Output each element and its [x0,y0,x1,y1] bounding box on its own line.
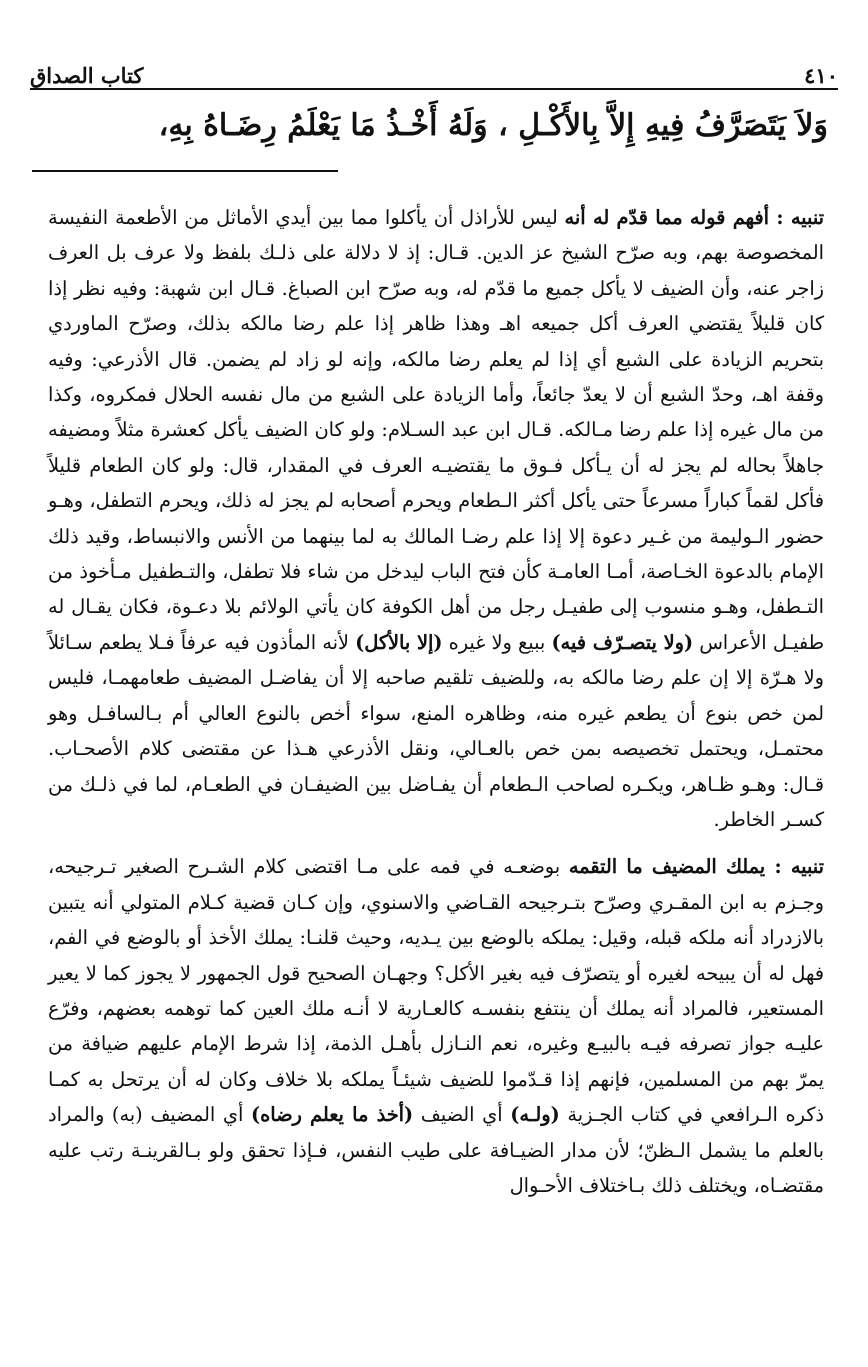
paragraph-lead: تنبيه : أفهم قوله مما قدّم له أنه [564,206,824,229]
matn-quote: (أخذ ما يعلم رضاه) [251,1103,414,1127]
matn-quote: (ولـه) [510,1103,560,1127]
paragraph-text: ببيع ولا غيره [442,630,552,654]
matn-text: وَلاَ يَتَصَرَّفُ فِيهِ إِلاَّ بِالأَكْـلِ ، وَلَهُ أَخْـذُ مَا يَعْلَمُ رِضَـاهُ بِهِ، [158,108,828,143]
paragraph-lead: تنبيه : يملك المضيف ما التقمه [568,855,824,879]
commentary-body [48,200,824,1203]
page-header [30,48,838,88]
paragraph-second [48,849,824,1203]
matn-quote: (ولا يتصـرّف فيه) [551,630,694,654]
paragraph-text: أي المضيف (به) والمراد بالعلم ما يشمل الـظنّ؛ لأن مدار الضيـافة على طيب النفس، فـإذا تحقق ولو بـالقرينـة رتب عليه مقتضـاه، ويختلف ذلك بـاختلاف الأحـوال [48,1103,824,1197]
paragraph-text: لأنه المأذون فيه عرفاً فـلا يطعم سـائلاً ولا هـرّة إلا إن علم رضا مالكه به، وللضيف تلقيم صاحبه إلا أن يفاضـل المضيف طعامهمـا، فليس لمن خص بنوع أن يطعم غيره منه، وظاهره المنع، سواء أخص بالنوع العالي أم بـالسافـل وهو محتمـل، ويحتمل تخصيصه بمن خص بالعـالي، ونقل الأذرعي هـذا عن مقتضى كلام الأصحـاب. قـال: وهـو ظـاهر، ويكـره لصاحب الـطعام أن يفـاضل بين الضيفـان في الطعـام، لما في ذلـك من كسـر الخاطر. [48,630,824,831]
book-title: كتاب الصداق [30,63,144,88]
paragraph-text: بوضعـه في فمه على مـا اقتضى كلام الشـرح الصغير تـرجيحه، وجـزم به ابن المقـري وصرّح بتـرجيحه القـاضي والاسنوي، وإن كـان قضية كـلام المتولي أنه يتبين بالازدراد أنه ملكه قبله، وقيل: يملكه بالوضع بين يـديه، وحيث قلنـا: يملك الأخذ أو بالوضع في الفم، فهل له أن يبيحه لغيره أو يتصرّف فيه بغير الأكل؟ وجهـان الصحيح قول الجمهور لا يجوز كما لا يعير المستعير، فالمراد أنه يملك أن ينتفع بنفسـه كالعـارية لا أنـه ملك العين كما توهمه بعضهم، وفرّع عليـه جواز تصرفه فيـه بالبيـع وغيره، نعم النـازل بأهـل الذمة، إذا شرط الإمام عليهم ضيافة من يمرّ بهم من المسلمين، فإنهم إذا قـدّموا للضيف شيئـاً يملكه بلا خلاف وكان له أن يرتحل به كمـا ذكره الـرافعي في كتاب الجـزية [48,855,824,1127]
matn-quote: (إلا بالأكل) [355,630,443,654]
matn-divider [32,170,338,172]
page-number: ٤١٠ [804,63,838,88]
header-divider [30,88,838,90]
paragraph-text: أي الضيف [413,1103,511,1127]
paragraph-text: ليس للأراذل أن يأكلوا مما بين أيدي الأماثل من الأطعمة النفيسة المخصوصة بهم، وبه صرّح الشيخ عز الدين. قـال: إذ لا دلالة على ذلـك بلفظ ولا عرف بل العرف زاجر عنه، وأن الضيف لا يأكل جميع ما قدّم له، وبه صرّح ابن الصباغ. قـال ابن شهبة: وفيه نظر إذا كان قليلاً يقتضي العرف أكل جميعه اهـ وهذا ظاهر إذا علم رضا مالكه بذلك، وصرّح الماوردي بتحريم الزيادة على الشبع أي إذا لم يعلم رضا مالكه، وإنه لو زاد لم يضمن. قال الأذرعي: وفيه وقفة اهـ، وحدّ الشبع أن لا يعدّ جائعاً، وأما الزيادة على الشبع من مال نفسه الحلال فمكروه، وكذا من مال غيره إذا علم رضا مـالكه. قـال ابن عبد السـلام: ولو كان الضيف يأكل كعشرة مثلاً ومضيفه جاهلاً بحاله لم يجز له أن يـأكل فـوق ما يقتضيـه العرف في المقدار، قال: ولو كان الطعام قليلاً فأكل لقماً كباراً مسرعاً حتى يأكل أكثر الـطعام ويحرم أصحابه لم يجز له ذلك، ويحرم التطفل، وهـو حضور الـوليمة من غـير دعوة إلا إذا علم رضـا المالك به لما بينهما من الأنس والانبساط، وقيد ذلك الإمام بالدعوة الخـاصة، أمـا العامـة كأن فتح الباب ليدخل من شاء فلا تطفل، والتـطفيل مـأخوذ من التـطفل، وهـو منسوب إلى طفيـل رجل من أهل الكوفة كان يأتي الولائم بلا دعـوة، فكان يقـال له طفيـل الأعراس [48,206,824,654]
paragraph-first [48,200,824,837]
